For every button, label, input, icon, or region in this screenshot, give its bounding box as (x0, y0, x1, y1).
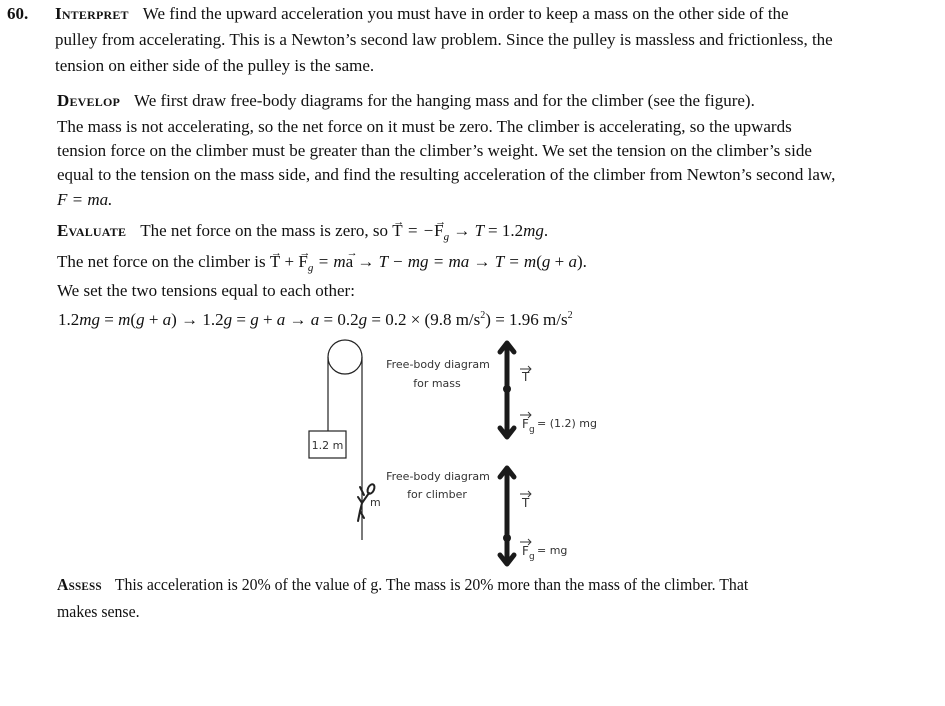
fbd-climber-point (503, 534, 511, 542)
problem-number: 60. (7, 4, 29, 23)
fbd-mass-weight-label (520, 412, 597, 435)
interpret-line-3: tension on either side of the pulley is the same. (55, 56, 375, 75)
fbd-climber-weight-label (520, 539, 567, 562)
develop-line-3: tension force on the climber must be greater than the climber’s weight. We set the tension on the climber’s side (57, 141, 812, 160)
fbd-climber-tension-label (520, 491, 531, 510)
assess-line-2: makes sense. (57, 602, 140, 621)
develop-text-1: We first draw free-body diagrams for the hanging mass and for the climber (see the figure). (134, 91, 755, 110)
pulley-figure (300, 335, 620, 570)
interpret-heading: Interpret (55, 4, 129, 23)
fbd-mass-tension-label (520, 366, 531, 384)
evaluate-heading: Evaluate (57, 221, 127, 240)
climber-label: m (370, 496, 381, 509)
pulley-wheel (328, 340, 362, 374)
evaluate-line-4: 1.2mg = m(g + a) → 1.2g = g + a → a = 0.2g = 0.2 × (9.8 $m/s^2) = 1.96$ $m/s^2$ (58, 310, 573, 329)
develop-line-1 (57, 91, 755, 111)
fbd-climber-weight-sub: g (529, 552, 535, 562)
evaluate-text-2: The net force on the climber is (57, 252, 266, 271)
fbd-mass-weight-sub: g (529, 425, 535, 435)
interpret-line-2: pulley from accelerating. This is a Newton’s second law problem. Since the pulley is massless and frictionless, the (55, 30, 833, 49)
develop-line-2: The mass is not accelerating, so the net force on it must be zero. The climber is accelerating, so the upwards (57, 117, 792, 136)
fbd-climber-arrows (500, 468, 514, 564)
interpret-line-1 (55, 4, 789, 24)
evaluate-line-2: The net force on the climber is T → + $F \to_g$ = ma → → T − mg = ma → T = m(g + a). (57, 252, 587, 278)
evaluate-line-1: Evaluate The net force on the mass is zero, so T → = $-F \to_g \to T = 1.2mg$. (57, 221, 548, 247)
fbd-mass-weight-value: = (1.2) mg (537, 417, 597, 430)
fbd-climber-weight-symbol: F (522, 544, 529, 558)
evaluate-line-3: We set the two tensions equal to each other: (57, 281, 355, 300)
assess-heading: Assess (57, 575, 102, 594)
fbd-mass-point (503, 385, 511, 393)
mass-label: 1.2 m (311, 439, 344, 452)
fbd-mass-tension-symbol: T (522, 370, 530, 384)
develop-formula: F = ma. (57, 190, 113, 209)
fbd-mass-title-1: Free-body diagram (386, 358, 490, 371)
fbd-mass-title-2: for mass (413, 377, 461, 390)
fbd-mass-weight-symbol: F (522, 417, 529, 431)
interpret-text-1: We find the upward acceleration you must have in order to keep a mass on the other side of the (142, 4, 789, 23)
assess-text-1: This acceleration is 20% of the value of g. The mass is 20% more than the mass of the climber. That (114, 575, 749, 594)
develop-heading: Develop (57, 91, 121, 110)
fbd-climber-title-2: for climber (407, 488, 467, 501)
fbd-climber-tension-symbol: T (522, 496, 530, 510)
fbd-climber-weight-value: = mg (537, 544, 568, 557)
assess-line-1 (57, 575, 748, 595)
fbd-climber-title-1: Free-body diagram (386, 470, 490, 483)
develop-line-4: equal to the tension on the mass side, and find the resulting acceleration of the climber from Newton’s second law, (57, 165, 836, 184)
evaluate-text-1: The net force on the mass is zero, so (140, 221, 389, 240)
